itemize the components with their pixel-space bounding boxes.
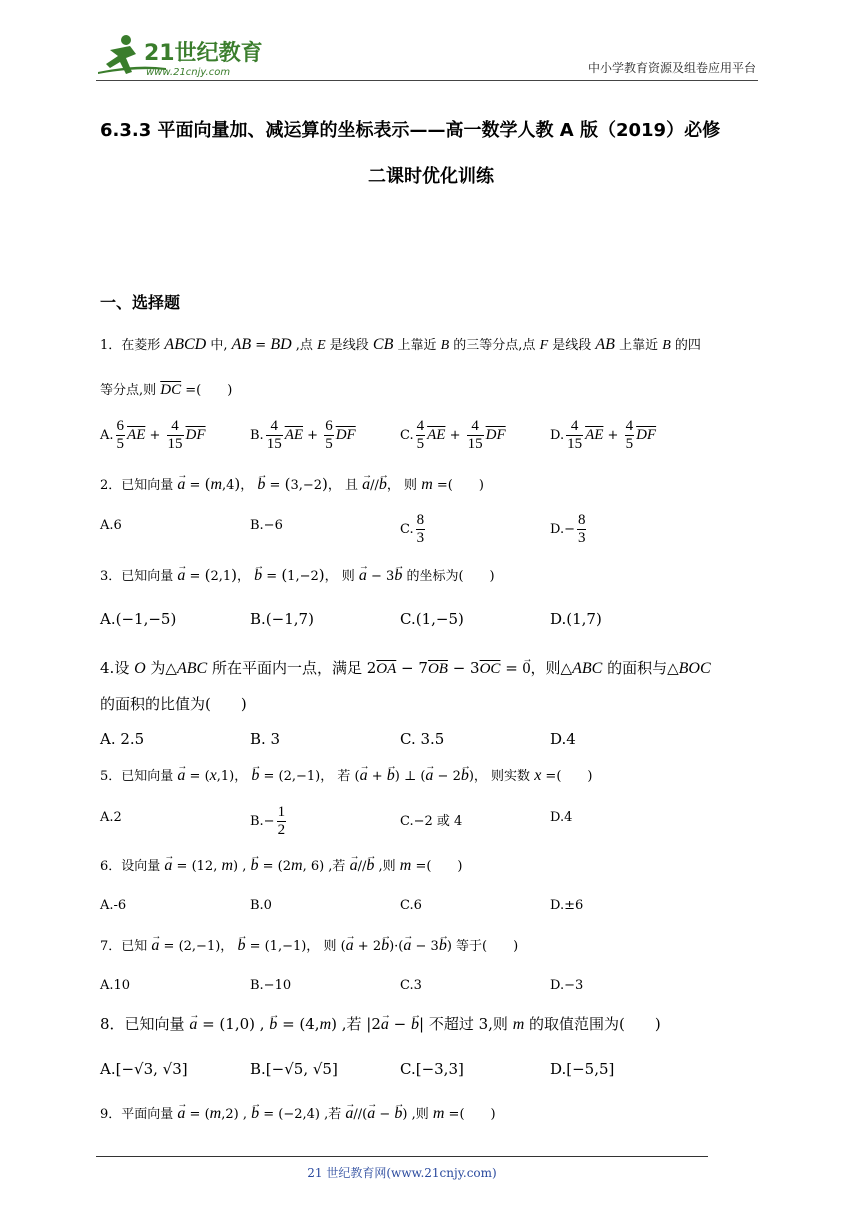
question-9: 9．平面向量 → a = (m,2) , → b = (−2,4) ,若 → a//(→ a − → b) ,则 m =( )	[100, 1104, 760, 1125]
option-c[interactable]: C.(1,−5)	[400, 610, 464, 628]
title-line1: 6.3.3 平面向量加、减运算的坐标表示——高一数学人教 A 版（2019）必修	[100, 120, 721, 141]
option-c[interactable]: C. $\frac{4}{5}$ $\overline{AE}$ + $\frac{4}{15}$ $\overline{DF}$	[400, 418, 506, 452]
question-4: 4.设 O 为△ABC 所在平面内一点，满足 $2\overline{OA} - 7\overline{OB} - 3\overline{OC}$ = → 0，则△ABC 的面积与△BOC	[100, 658, 760, 679]
svg-text:21世纪教育: 21世纪教育	[144, 41, 263, 66]
question-8: 8．已知向量 → a = (1,0) , → b = (4,m) ,若 |2→ a − → b| 不超过 3,则 m 的取值范围为( )	[100, 1014, 760, 1035]
option-b[interactable]: B. $\frac{4}{15}$ $\overline{AE}$ + $\frac{6}{5}$ $\overline{DF}$	[250, 418, 356, 452]
logo-icon	[96, 32, 266, 78]
question-6: 6．设向量 → a = (12, m) , → b = (2m, 6) ,若 → a//→ b ,则 m =( )	[100, 856, 760, 877]
option-d[interactable]: D.4	[550, 730, 576, 748]
option-b[interactable]: B.−10	[250, 978, 292, 993]
question-number: 9．	[100, 1107, 122, 1122]
question-number: 7．	[100, 939, 122, 954]
question-1-line2: 等分点,则 $\overline{DC}$ =( )	[100, 382, 233, 398]
page-header	[96, 30, 756, 80]
question-number: 6．	[100, 859, 122, 874]
option-c[interactable]: C. 3.5	[400, 730, 445, 748]
question-number: 2．	[100, 478, 122, 493]
option-b[interactable]: B.(−1,7)	[250, 610, 314, 628]
option-c[interactable]: C.6	[400, 898, 422, 913]
option-b[interactable]: B.[−√5, √5]	[250, 1060, 338, 1078]
question-1: 1．在菱形 ABCD 中, AB = BD ,点 E 是线段 CB 上靠近 B 的三等分点,点 F 是线段 AB 上靠近 B 的四	[100, 336, 701, 353]
section-heading: 一、选择题	[100, 293, 181, 312]
option-a[interactable]: A.(−1,−5)	[100, 610, 177, 628]
option-a[interactable]: A.10	[100, 978, 131, 993]
footer-divider	[96, 1156, 708, 1157]
header-divider	[96, 80, 758, 81]
option-c[interactable]: C.3	[400, 978, 422, 993]
question-5: 5．已知向量 → a = (x,1)， → b = (2,−1)， 若 (→ a + → b) ⊥ (→ a − 2→ b)， 则实数 x =( )	[100, 766, 760, 787]
option-b[interactable]: B.− $\frac{1}{2}$	[250, 804, 286, 838]
header-platform-text: 中小学教育资源及组卷应用平台	[587, 61, 756, 75]
question-3: 3．已知向量 → a = (2,1)， → b = (1,−2)， 则 → a − 3→ b 的坐标为( )	[100, 565, 760, 587]
option-d[interactable]: D.[−5,5]	[550, 1060, 615, 1078]
option-d[interactable]: D.−3	[550, 978, 584, 993]
option-d[interactable]: D.(1,7)	[550, 610, 602, 628]
option-a[interactable]: A.-6	[100, 898, 127, 913]
option-c[interactable]: C. $\frac{8}{3}$	[400, 512, 425, 546]
question-number: 4.	[100, 659, 115, 677]
question-4-line2: 的面积的比值为( )	[100, 695, 247, 713]
option-b[interactable]: B.0	[250, 898, 272, 913]
question-7: 7．已知 → a = (2,−1)， → b = (1,−1)， 则 (→ a + 2→ b)·(→ a − 3→ b) 等于( )	[100, 936, 760, 957]
option-a[interactable]: A.2	[100, 810, 122, 825]
option-b[interactable]: B.−6	[250, 518, 283, 533]
question-2: 2．已知向量 → a = (m,4)， → b = (3,−2)， 且 → a//→ b， 则 m =( )	[100, 474, 760, 496]
option-d[interactable]: D.− $\frac{8}{3}$	[550, 512, 586, 546]
option-c[interactable]: C.−2 或 4	[400, 814, 463, 829]
option-a[interactable]: A.6	[100, 518, 122, 533]
option-d[interactable]: D. $\frac{4}{15}$ $\overline{AE}$ + $\frac{4}{5}$ $\overline{DF}$	[550, 418, 657, 452]
title-line2: 二课时优化训练	[368, 166, 494, 187]
question-number: 8．	[100, 1015, 125, 1033]
option-d[interactable]: D.4	[550, 810, 573, 825]
option-d[interactable]: D.±6	[550, 898, 584, 913]
question-number: 5．	[100, 769, 122, 784]
question-number: 1．	[100, 338, 122, 353]
option-a[interactable]: A. 2.5	[100, 730, 145, 748]
option-b[interactable]: B. 3	[250, 730, 281, 748]
svg-text:www.21cnjy.com: www.21cnjy.com	[146, 67, 231, 78]
page-title	[100, 108, 762, 200]
option-a[interactable]: A.[−√3, √3]	[100, 1060, 188, 1078]
question-number: 3．	[100, 569, 122, 584]
footer-text[interactable]: 21 世纪教育网(www.21cnjy.com)	[307, 1166, 497, 1180]
option-c[interactable]: C.[−3,3]	[400, 1060, 464, 1078]
option-a[interactable]: A. $\frac{6}{5}$ $\overline{AE}$ + $\frac{4}{15}$ $\overline{DF}$	[100, 418, 206, 452]
